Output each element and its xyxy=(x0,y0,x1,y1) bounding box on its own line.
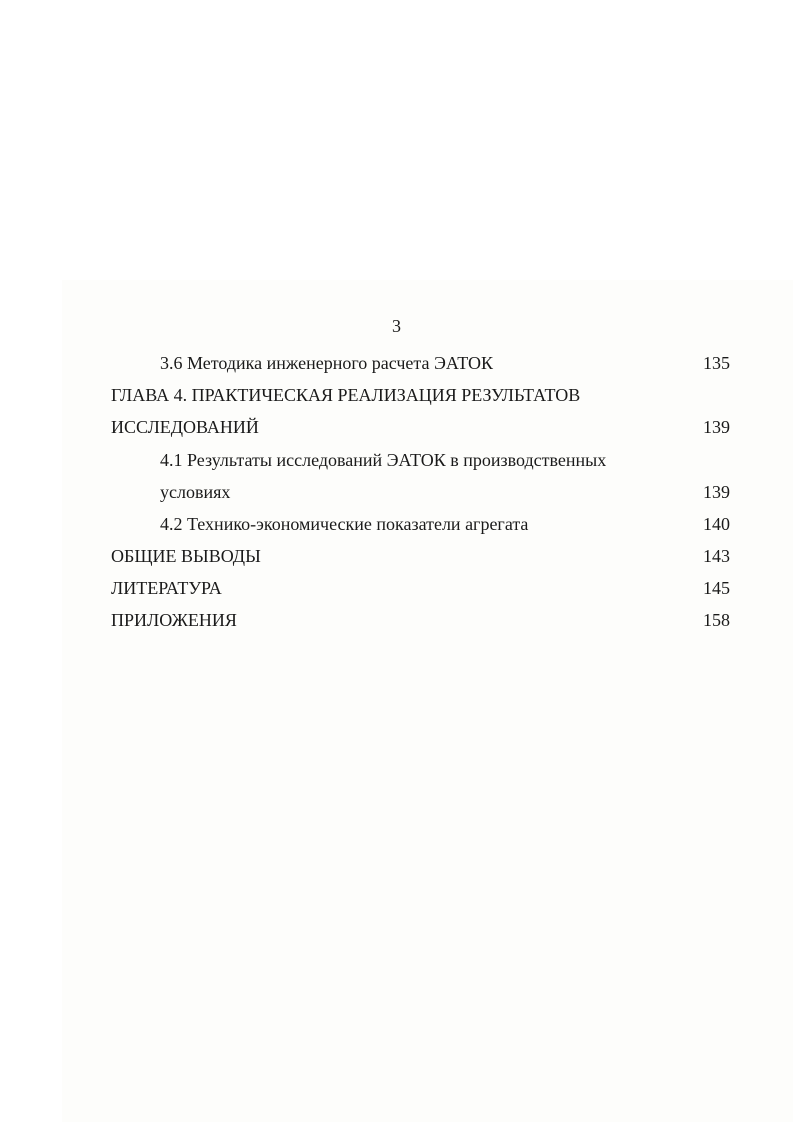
toc-entry-4-1-page: 139 xyxy=(703,482,730,502)
toc-appendices-text: ПРИЛОЖЕНИЯ xyxy=(111,610,237,630)
page-number: 3 xyxy=(392,316,401,336)
toc-literature-text: ЛИТЕРАТУРА xyxy=(111,578,222,598)
toc-literature-page: 145 xyxy=(703,578,730,598)
toc-entry-4-1-text: 4.1 Результаты исследований ЭАТОК в производственных xyxy=(160,450,607,470)
toc-entry-3-6-page: 135 xyxy=(703,353,730,373)
toc-appendices-page: 158 xyxy=(703,610,730,630)
toc-entry-3-6-text: 3.6 Методика инженерного расчета ЭАТОК xyxy=(160,353,494,373)
toc-entry-4-1-text-continued: условиях xyxy=(160,482,231,502)
toc-general-conclusions-text: ОБЩИЕ ВЫВОДЫ xyxy=(111,546,261,566)
toc-entry-4-2-text: 4.2 Технико-экономические показатели агрегата xyxy=(160,514,529,534)
toc-general-conclusions-page: 143 xyxy=(703,546,730,566)
toc-entry-4-2-page: 140 xyxy=(703,514,730,534)
toc-chapter-4-title: ГЛАВА 4. ПРАКТИЧЕСКАЯ РЕАЛИЗАЦИЯ РЕЗУЛЬТАТОВ xyxy=(111,385,581,405)
toc-chapter-4-page: 139 xyxy=(703,417,730,437)
toc-chapter-4-title-continued: ИССЛЕДОВАНИЙ xyxy=(111,417,259,437)
